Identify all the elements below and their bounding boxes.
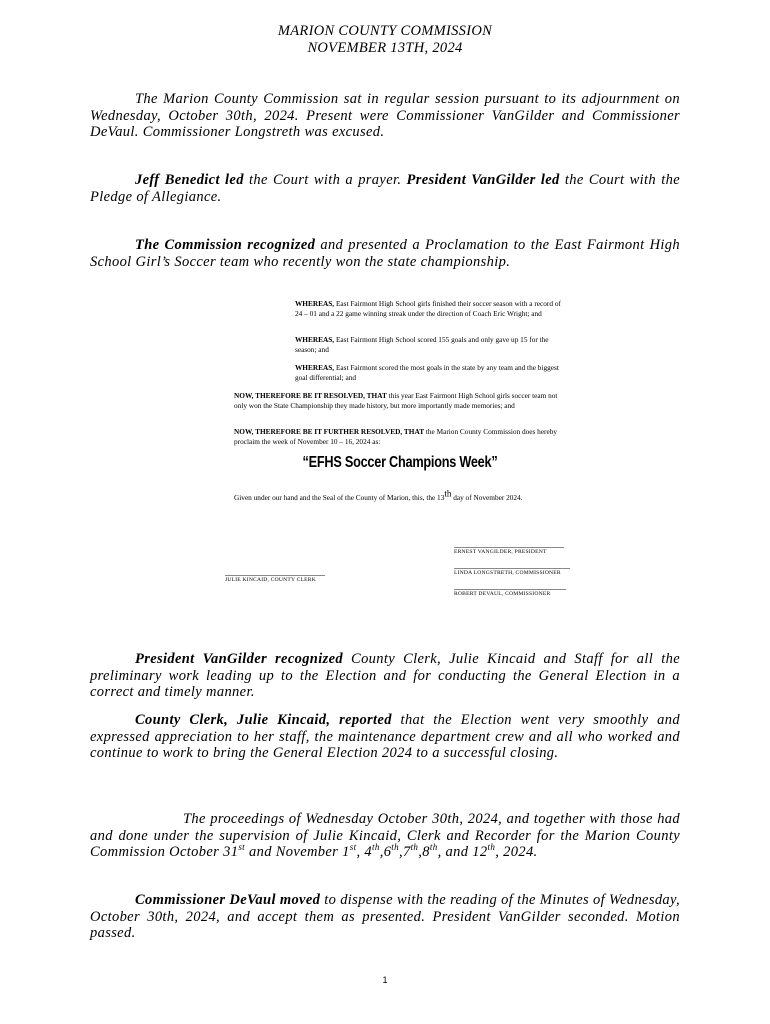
further-resolved-text: the Marion County Commission does hereby proclaim the week of November 10 – 16, 2024 as: [234, 427, 558, 446]
proclamation-image [225, 295, 575, 605]
signature-line [225, 575, 325, 576]
proceedings-text: , and 12 [437, 844, 488, 860]
clerk-report-lead: County Clerk, Julie Kincaid, reported [135, 712, 392, 728]
proclamation-whereas-3 [295, 363, 570, 383]
paragraph-president-recognition [90, 651, 680, 701]
ordinal-sup: th [410, 842, 419, 853]
proceedings-text: The proceedings of Wednesday October 30th, 2024, and together with those had and done under the supervision of Julie Kincaid, Clerk and Recorder for the Marion County Commission October 31 [90, 811, 680, 860]
signature-president: ERNEST VANGILDER, PRESIDENT [454, 549, 547, 555]
proceedings-text: , 2024. [495, 844, 538, 860]
proceedings-text: and November 1 [245, 844, 350, 860]
whereas-label: WHEREAS, [295, 299, 335, 308]
proclamation-resolved [234, 391, 570, 411]
clerk-report-text: that the Election went very smoothly and expressed appreciation to her staff, the maintenance department crew and all who worked and continue to work to bring the General Election 2024 to a successful closing. [90, 712, 680, 761]
pledge-leader: President VanGilder led [406, 172, 560, 188]
ordinal-sup: th [372, 842, 380, 853]
president-recognition-text: County Clerk, Julie Kincaid and Staff for all the preliminary work leading up to the Election and for conducting the General Election in a correct and timely manner. [90, 651, 680, 700]
resolved-label: NOW, THEREFORE BE IT RESOLVED, THAT [234, 391, 387, 400]
proclamation-whereas-1 [295, 299, 570, 319]
recognition-text: and presented a Proclamation to the East Fairmont High School Girl’s Soccer team who recently won the state championship. [90, 237, 680, 270]
ordinal-sup: st [349, 842, 357, 853]
signature-line [454, 547, 564, 548]
whereas-label: WHEREAS, [295, 363, 335, 372]
proceedings-text: ,8 [418, 844, 430, 860]
prayer-text: the Court with a prayer. [243, 172, 407, 188]
ordinal-sup: th [487, 842, 496, 853]
proclamation-whereas-2 [295, 335, 570, 355]
proclamation-given [234, 488, 570, 503]
proceedings-text: , 4 [356, 844, 373, 860]
signature-devaul: ROBERT DEVAUL, COMMISSIONER [454, 591, 551, 597]
ordinal-sup: th [391, 842, 399, 853]
paragraph-minutes-motion [90, 892, 680, 942]
pledge-text: the Court with the Pledge of Allegiance. [90, 172, 680, 205]
motion-text: to dispense with the reading of the Minutes of Wednesday, October 30th, 2024, and accept them as presented. President VanGilder seconded. Motion passed. [90, 892, 680, 941]
page-number: 1 [382, 975, 388, 985]
whereas-label: WHEREAS, [295, 335, 335, 344]
given-text-end: day of November 2024. [451, 493, 523, 502]
ordinal-sup: st [238, 842, 246, 853]
resolved-text: this year East Fairmont High School girls soccer team not only won the State Championship they made history, but more importantly made memories; and [234, 391, 558, 410]
whereas-text: East Fairmont scored the most goals in the state by any team and the biggest goal differential; and [295, 363, 559, 382]
whereas-text: East Fairmont High School girls finished their soccer season with a record of 24 – 01 and a 22 game winning streak under the direction of Coach Eric Wright; and [295, 299, 561, 318]
ordinal-sup: th [429, 842, 438, 853]
prayer-leader: Jeff Benedict led [135, 172, 244, 188]
motion-lead: Commissioner DeVaul moved [135, 892, 321, 908]
paragraph-recognition [90, 237, 680, 270]
proceedings-text: ,7 [399, 844, 411, 860]
paragraph-clerk-report [90, 712, 680, 762]
document-title: MARION COUNTY COMMISSION [277, 23, 493, 39]
proclamation-further-resolved [234, 427, 570, 447]
signature-longstreth: LINDA LONGSTRETH, COMMISSIONER [454, 570, 561, 576]
paragraph-session-text: The Marion County Commission sat in regular session pursuant to its adjournment on Wednesday, October 30th, 2024. Present were Commissioner VanGilder and Commissioner DeVaul. Commissioner Longstreth was excused. [90, 91, 680, 140]
recognition-lead: The Commission recognized [135, 237, 316, 253]
paragraph-session [90, 91, 680, 141]
given-sup: th [444, 488, 452, 499]
signature-line [454, 589, 566, 590]
document-date: NOVEMBER 13TH, 2024 [307, 40, 463, 56]
signature-clerk: JULIE KINCAID, COUNTY CLERK [225, 577, 316, 583]
proceedings-text: ,6 [379, 844, 392, 860]
proclamation-title: “EFHS Soccer Champions Week” [302, 454, 498, 471]
paragraph-prayer [90, 172, 680, 205]
paragraph-proceedings [90, 811, 680, 861]
given-text: Given under our hand and the Seal of the County of Marion, this, the 13 [234, 493, 445, 502]
president-recognition-lead: President VanGilder recognized [135, 651, 343, 667]
signature-line [454, 568, 570, 569]
further-resolved-label: NOW, THEREFORE BE IT FURTHER RESOLVED, THAT [234, 427, 425, 436]
whereas-text: East Fairmont High School scored 155 goals and only gave up 15 for the season; and [295, 335, 549, 354]
